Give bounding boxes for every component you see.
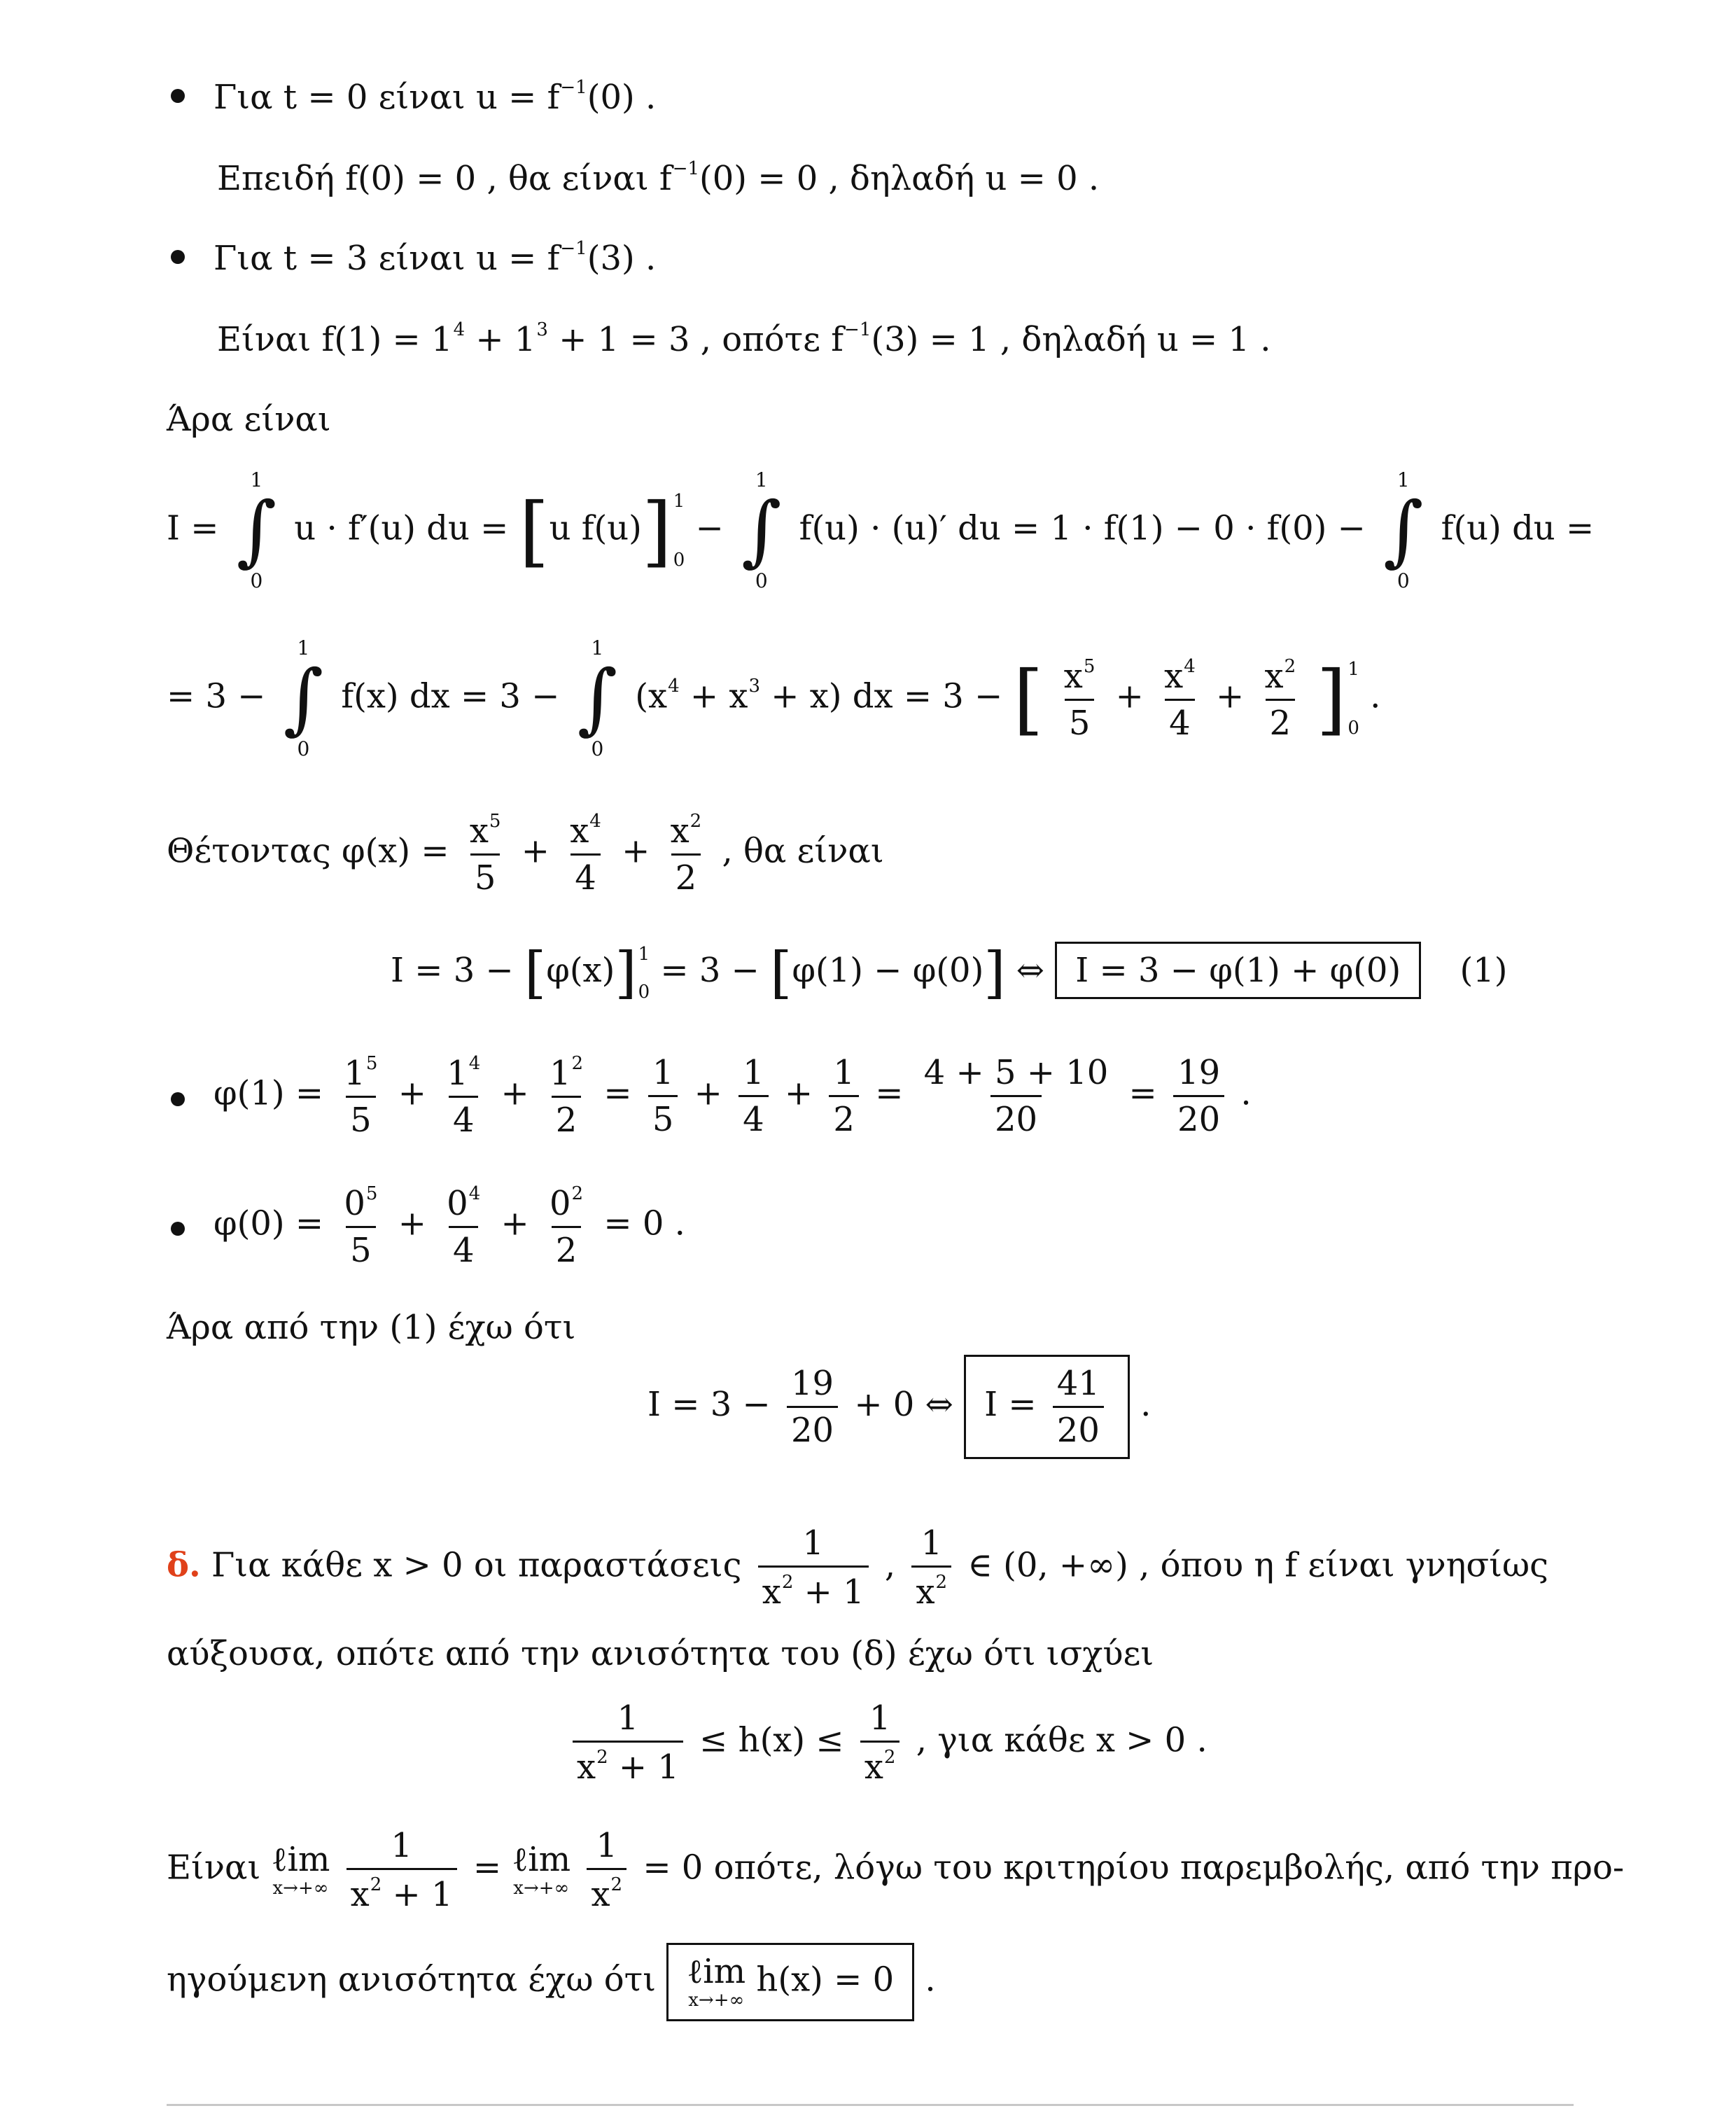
bullet-dot xyxy=(171,1222,185,1236)
ara-einai-text: Άρα είναι xyxy=(167,400,331,439)
integral-sign: 1 ∫ 0 xyxy=(741,468,782,592)
equation-row-2: = 3 − 1 ∫ 0 f(x) dx = 3 − 1 ∫ 0 $(x^4 + x^3 + x)$ dx = 3 − [ $\frac{x^5}{5}$ + $\frac{x^4}{4}$ + $\frac{x^2}{2}$ ] 1 0 . xyxy=(167,636,1381,760)
limit-line: Είναι ℓim x→+∞ $\frac{1}{x^2 + 1}$ = ℓim x→+∞ $\frac{1}{x^2}$ = 0 οπότε, λόγω του κριτηρίου παρεμβολής, από την προ- xyxy=(167,1826,1625,1914)
footer-rule xyxy=(167,2104,1574,2106)
bullet-t3-detail: Είναι $f(1) = 1^4 + 1^3 + 1 = 3$ , οπότε $f^{-1}(3) = 1$ , δηλαδή u = 1 . xyxy=(217,319,1271,359)
delta-line-1: δ. Για κάθε x > 0 οι παραστάσεις $\frac{1}{x^2 + 1}$ , $\frac{1}{x^2}$ ∈ (0, +∞) , όπου η f είναι γνησίως xyxy=(167,1523,1549,1612)
boxed-result-2: I = $\frac{41}{20}$ xyxy=(964,1355,1130,1459)
integral-sign: 1 ∫ 0 xyxy=(236,468,277,592)
delta-line-2: αύξουσα, οπότε από την ανισότητα του (δ) έχω ότι ισχύει xyxy=(167,1634,1154,1673)
part-delta-label: δ. xyxy=(167,1545,201,1585)
integral-sign: 1 ∫ 0 xyxy=(1383,468,1424,592)
bullet-t3: Για t = 3 είναι $u = f^{-1}(3)$ . xyxy=(214,238,657,278)
inequality: $\frac{1}{x^2 + 1}$ ≤ h(x) ≤ $\frac{1}{x^2}$ , για κάθε x > 0 . xyxy=(567,1701,1208,1784)
phi-1-computation: φ(1) = $\frac{1^5}{5}$ + $\frac{1^4}{4}$ + $\frac{1^2}{2}$ = $\frac{1}{5}$ + $\frac{1}{4}$ + $\frac{1}{2}$ = $\frac{4 + 5 + 10}{20}$ = $\frac{19}{20}$ . xyxy=(214,1052,1252,1140)
ara-apo-text: Άρα από την (1) έχω ότι xyxy=(167,1308,576,1347)
bullet-dot xyxy=(171,1092,185,1106)
boxed-result-1: I = 3 − φ(1) + φ(0) xyxy=(1055,942,1421,999)
equation-row-1: I = 1 ∫ 0 u · f′(u) du = [u f(u)] 1 0 − 1 ∫ 0 f(u) · (u)′ du = 1 · f(1) − 0 · f(0) − 1 ∫ 0 f(u) du = xyxy=(167,468,1595,592)
final-result: I = 3 − $\frac{19}{20}$ + 0 ⇔ I = $\frac{41}{20}$ . xyxy=(648,1355,1151,1459)
bullet-t0: Για t = 0 είναι $u = f^{-1}(0)$ . xyxy=(214,77,657,117)
phi-0-computation: φ(0) = $\frac{0^5}{5}$ + $\frac{0^4}{4}$ + $\frac{0^2}{2}$ = 0 . xyxy=(214,1183,685,1270)
integral-sign: 1 ∫ 0 xyxy=(577,636,618,760)
boxed-limit: ℓim x→+∞ h(x) = 0 xyxy=(666,1943,914,2021)
equation-row-3: I = 3 − [φ(x)] 1 0 = 3 − [φ(1) − φ(0)] ⇔ I = 3 − φ(1) + φ(0) (1) xyxy=(391,940,1508,1005)
phi-definition: Θέτοντας φ(x) = $\frac{x^5}{5}$ + $\frac{x^4}{4}$ + $\frac{x^2}{2}$ , θα είναι xyxy=(167,811,884,898)
bullet-t0-detail: Επειδή f(0) = 0 , θα είναι $f^{-1}(0) = 0$ , δηλαδή u = 0 . xyxy=(217,158,1100,198)
conclusion-line: ηγούμενη ανισότητα έχω ότι ℓim x→+∞ h(x) = 0 . xyxy=(167,1943,936,2021)
integral-sign: 1 ∫ 0 xyxy=(283,636,324,760)
bullet-dot xyxy=(171,250,185,264)
bullet-dot xyxy=(171,89,185,103)
